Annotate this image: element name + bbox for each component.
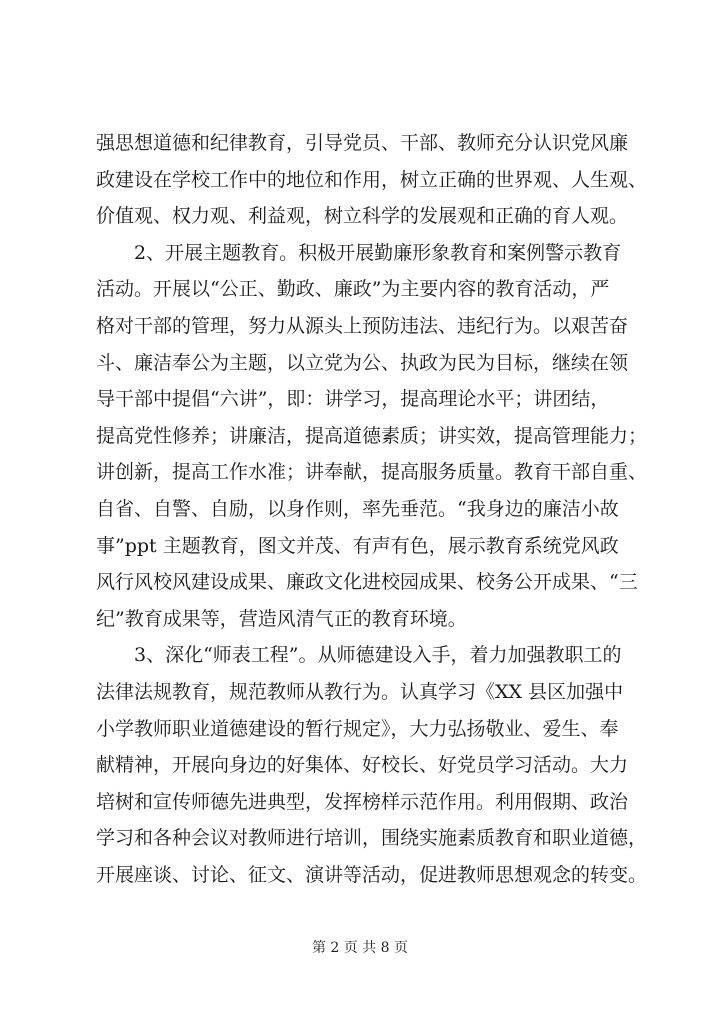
page-number: 第 2 页 共 8 页: [311, 940, 409, 956]
text-line: 斗、廉洁奉公为主题，以立党为公、执政为民为目标，继续在领: [96, 351, 629, 374]
text-line: 献精神，开展向身边的好集体、好校长、好党员学习活动。大力: [96, 754, 629, 777]
paragraph-3-start: 3、深化“师表工程”。从师德建设入手，着力加强教职工的: [134, 644, 622, 667]
text-line: 小学教师职业道德建设的暂行规定》，大力弘扬敬业、爱生、奉: [96, 717, 619, 740]
text-line: 培树和宣传师德先进典型，发挥榜样示范作用。利用假期、政治: [96, 790, 629, 813]
text-line: 开展座谈、讨论、征文、演讲等活动，促进教师思想观念的转变。: [96, 863, 648, 886]
text-line: 政建设在学校工作中的地位和作用，树立正确的世界观、人生观、: [96, 168, 648, 191]
text-line: 讲创新，提高工作水准；讲奉献，提高服务质量。教育干部自重、: [96, 461, 648, 484]
text-line: 风行风校风建设成果、廉政文化进校园成果、校务公开成果、“三: [96, 571, 638, 594]
page-footer: [0, 937, 720, 957]
text-line: 法律法规教育，规范教师从教行为。认真学习《XX 县区加强中: [96, 680, 624, 703]
body-text: [96, 125, 656, 893]
text-line: 自省、自警、自励，以身作则，率先垂范。“我身边的廉洁小故: [96, 497, 619, 520]
text-line: 纪”教育成果等，营造风清气正的教育环境。: [96, 607, 467, 630]
text-line: 学习和各种会议对教师进行培训，围绕实施素质教育和职业道德，: [96, 827, 648, 850]
text-line: 价值观、权力观、利益观，树立科学的发展观和正确的育人观。: [96, 205, 629, 228]
text-line: 事”ppt 主题教育，图文并茂、有声有色，展示教育系统党风政: [96, 534, 619, 557]
paragraph-2-start: 2、开展主题教育。积极开展勤廉形象教育和案例警示教育: [134, 241, 622, 264]
text-line: 强思想道德和纪律教育，引导党员、干部、教师充分认识党风廉: [96, 132, 629, 154]
text-line: 提高党性修养；讲廉洁，提高道德素质；讲实效，提高管理能力；: [96, 424, 648, 447]
text-line: 导干部中提倡“六讲”，即：讲学习，提高理论水平；讲团结，: [96, 388, 610, 411]
text-line: 格对干部的管理，努力从源头上预防违法、违纪行为。以艰苦奋: [96, 314, 629, 337]
text-line: 活动。开展以“公正、勤政、廉政”为主要内容的教育活动，严: [96, 278, 610, 301]
